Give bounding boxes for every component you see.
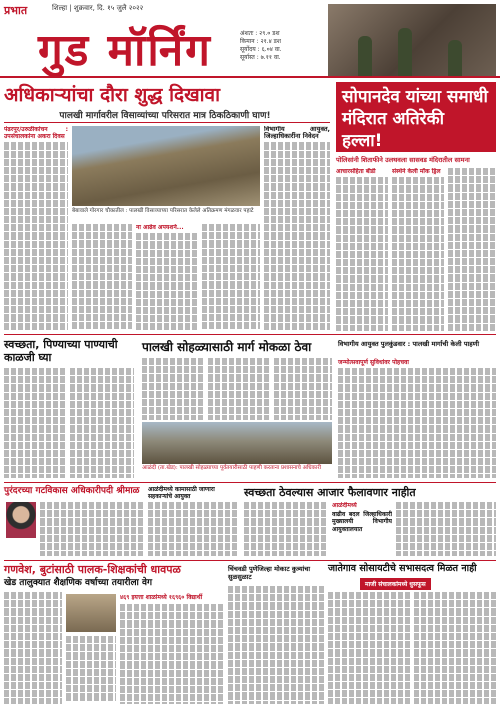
publication-name: प्रभात — [4, 4, 28, 17]
brand-title: गुड मॉर्निंग — [38, 25, 212, 76]
lead-photo-caption: बेबावाले गोरगार चौकातील : पालखी विसाव्याच्या परिसरात केलेले अतिक्रमण मंगळवार पहाटे — [72, 208, 254, 214]
weather-line: सूर्यास्त : ७.११ वा. — [240, 54, 281, 61]
lower-story3-head: स्वच्छता ठेवल्यास आजार फैलावणार नाहीत — [244, 486, 416, 499]
right-column-3 — [448, 168, 496, 331]
dateline: शिल्हा | शुक्रवार, दि. १५ जुलै २०२२ — [52, 4, 144, 12]
lower-story1-head: पुरंदरच्या गटविकास अधिकारीपदी श्रीमाळ — [4, 486, 140, 496]
divider — [4, 122, 330, 123]
bottom-left-photo — [66, 594, 116, 632]
middle-story2-col3 — [274, 358, 332, 420]
middle-story2-caption: आळंदी (ता.खेड): पालखी सोहळ्याच्या पूर्वतयारीसाठी पाहणी करताना प्रशासनाचे अधिकारी — [142, 465, 322, 471]
bottom-left-sub: खेड तालुक्यात शैक्षणिक वर्षाच्या तयारीला वेग — [4, 578, 153, 588]
lead-photo — [72, 126, 260, 206]
lower-story1-body — [40, 502, 144, 556]
bottom-right-head: जातेगाव सोसायटीचे सभासदत्व मिळत नाही — [328, 563, 477, 574]
right-column-1 — [336, 168, 388, 331]
bottom-left-col3 — [120, 604, 224, 704]
lower-story4-head: वाढीव बदल जिल्हाधिकारी मुख्यालयी विभागीय आयुक्तालयात — [332, 511, 392, 533]
middle-story2-head: पालखी सोहळ्यासाठी मार्ग मोकळा ठेवा — [142, 340, 312, 354]
lower-story2-head: आळंदीमध्ये कामासाठी जाणारा सहकाऱ्यांचे आयुक्त — [148, 486, 215, 500]
middle-story2-col2 — [208, 358, 270, 420]
bottom-right-col2 — [414, 592, 496, 704]
weather-line: सूर्योदय : ६.०४ वा. — [240, 46, 282, 53]
side-story — [264, 126, 330, 331]
lead-column-4 — [202, 224, 260, 331]
bottom-middle-sub: ४६९ इयत्ता शाळांमध्ये १६९६० विद्यार्थी — [120, 594, 203, 601]
middle-story1-col1 — [4, 368, 66, 478]
soldier-figure — [358, 36, 372, 76]
lead-column-3 — [136, 224, 198, 331]
lead-column-1 — [4, 126, 68, 331]
right-headline: सोपानदेव यांच्या समाधी मंदिरात अतिरेकी हल्ला! — [336, 82, 496, 152]
weather-line: अंशतः : २९.० डश — [240, 30, 280, 37]
middle-story3-sub: जन्मोत्सवापूर्ण सुविधांवर पोहचवा — [338, 359, 409, 366]
masthead-photo — [328, 4, 496, 76]
divider — [4, 334, 496, 335]
middle-story1-head: स्वच्छता, पिण्याच्या पाण्याची काळजी घ्या — [4, 338, 118, 364]
bottom-right-col1 — [328, 592, 410, 704]
bottom-right-tag: माजी संचालकांमध्ये धुसफूस — [360, 578, 431, 590]
bottom-middle-head: चिंचवडी पुणेजिल्हा मोकाट कुत्र्यांचा सुळसुळाट — [228, 565, 311, 581]
divider — [4, 482, 496, 483]
soldier-figure — [398, 28, 412, 76]
divider — [4, 560, 496, 561]
lower-story4-kicker: आळंदीमध्ये — [332, 502, 357, 509]
lower-story2-body — [148, 502, 238, 556]
lead-headline: अधिकाऱ्यांचा दौरा शुद्ध दिखावा — [4, 84, 221, 106]
middle-story1-col2 — [70, 368, 134, 478]
bottom-left-col2 — [66, 636, 116, 704]
lead-subhead: पालखी मार्गावरील विसाव्यांच्या परिसरात मात्र ठिकठिकाणी घाण! — [59, 111, 271, 121]
lower-story4-box — [332, 502, 392, 556]
lower-story3-col1 — [244, 502, 328, 556]
weather-line: किमान : २१.४ डश — [240, 38, 281, 45]
bottom-left-head: गणवेश, बुटांसाठी पालक-शिक्षकांची धावपळ — [4, 563, 181, 576]
weather-box — [240, 30, 320, 62]
side-story-head: विभागीय आयुक्त, जिल्हाधिकारींना निवेदन — [264, 126, 330, 141]
right-col1-kicker: आचारसंहिता बीडी — [336, 168, 376, 175]
right-column-2 — [392, 168, 444, 331]
right-subhead: पोलिसांनी शिताफीने उलथवला सासवड मंदिरातील सामना — [336, 156, 470, 164]
lead-kicker: पंढरपूर/उरुळीकांचन : उपसंचालकांना अकरा दिवस — [4, 126, 68, 141]
middle-story2-col1 — [142, 358, 204, 420]
bottom-middle-body — [228, 586, 324, 704]
middle-story3-head: विभागीय आयुक्त पुलकुंडवार : पालखी मार्गाची केली पाहणी — [338, 340, 480, 348]
middle-story2-photo — [142, 422, 332, 464]
lead-inline-head: ना आढेव अपयशने... — [136, 224, 184, 231]
right-col2-kicker: संस्थेने केली मॉक ड्रिल — [392, 168, 441, 175]
lead-column-2 — [72, 224, 132, 331]
masthead — [0, 0, 500, 78]
bottom-left-col1 — [4, 592, 62, 704]
lower-story3-col2 — [396, 502, 496, 556]
official-portrait — [6, 502, 36, 538]
middle-story3-body — [338, 368, 496, 478]
soldier-figure — [448, 40, 462, 76]
